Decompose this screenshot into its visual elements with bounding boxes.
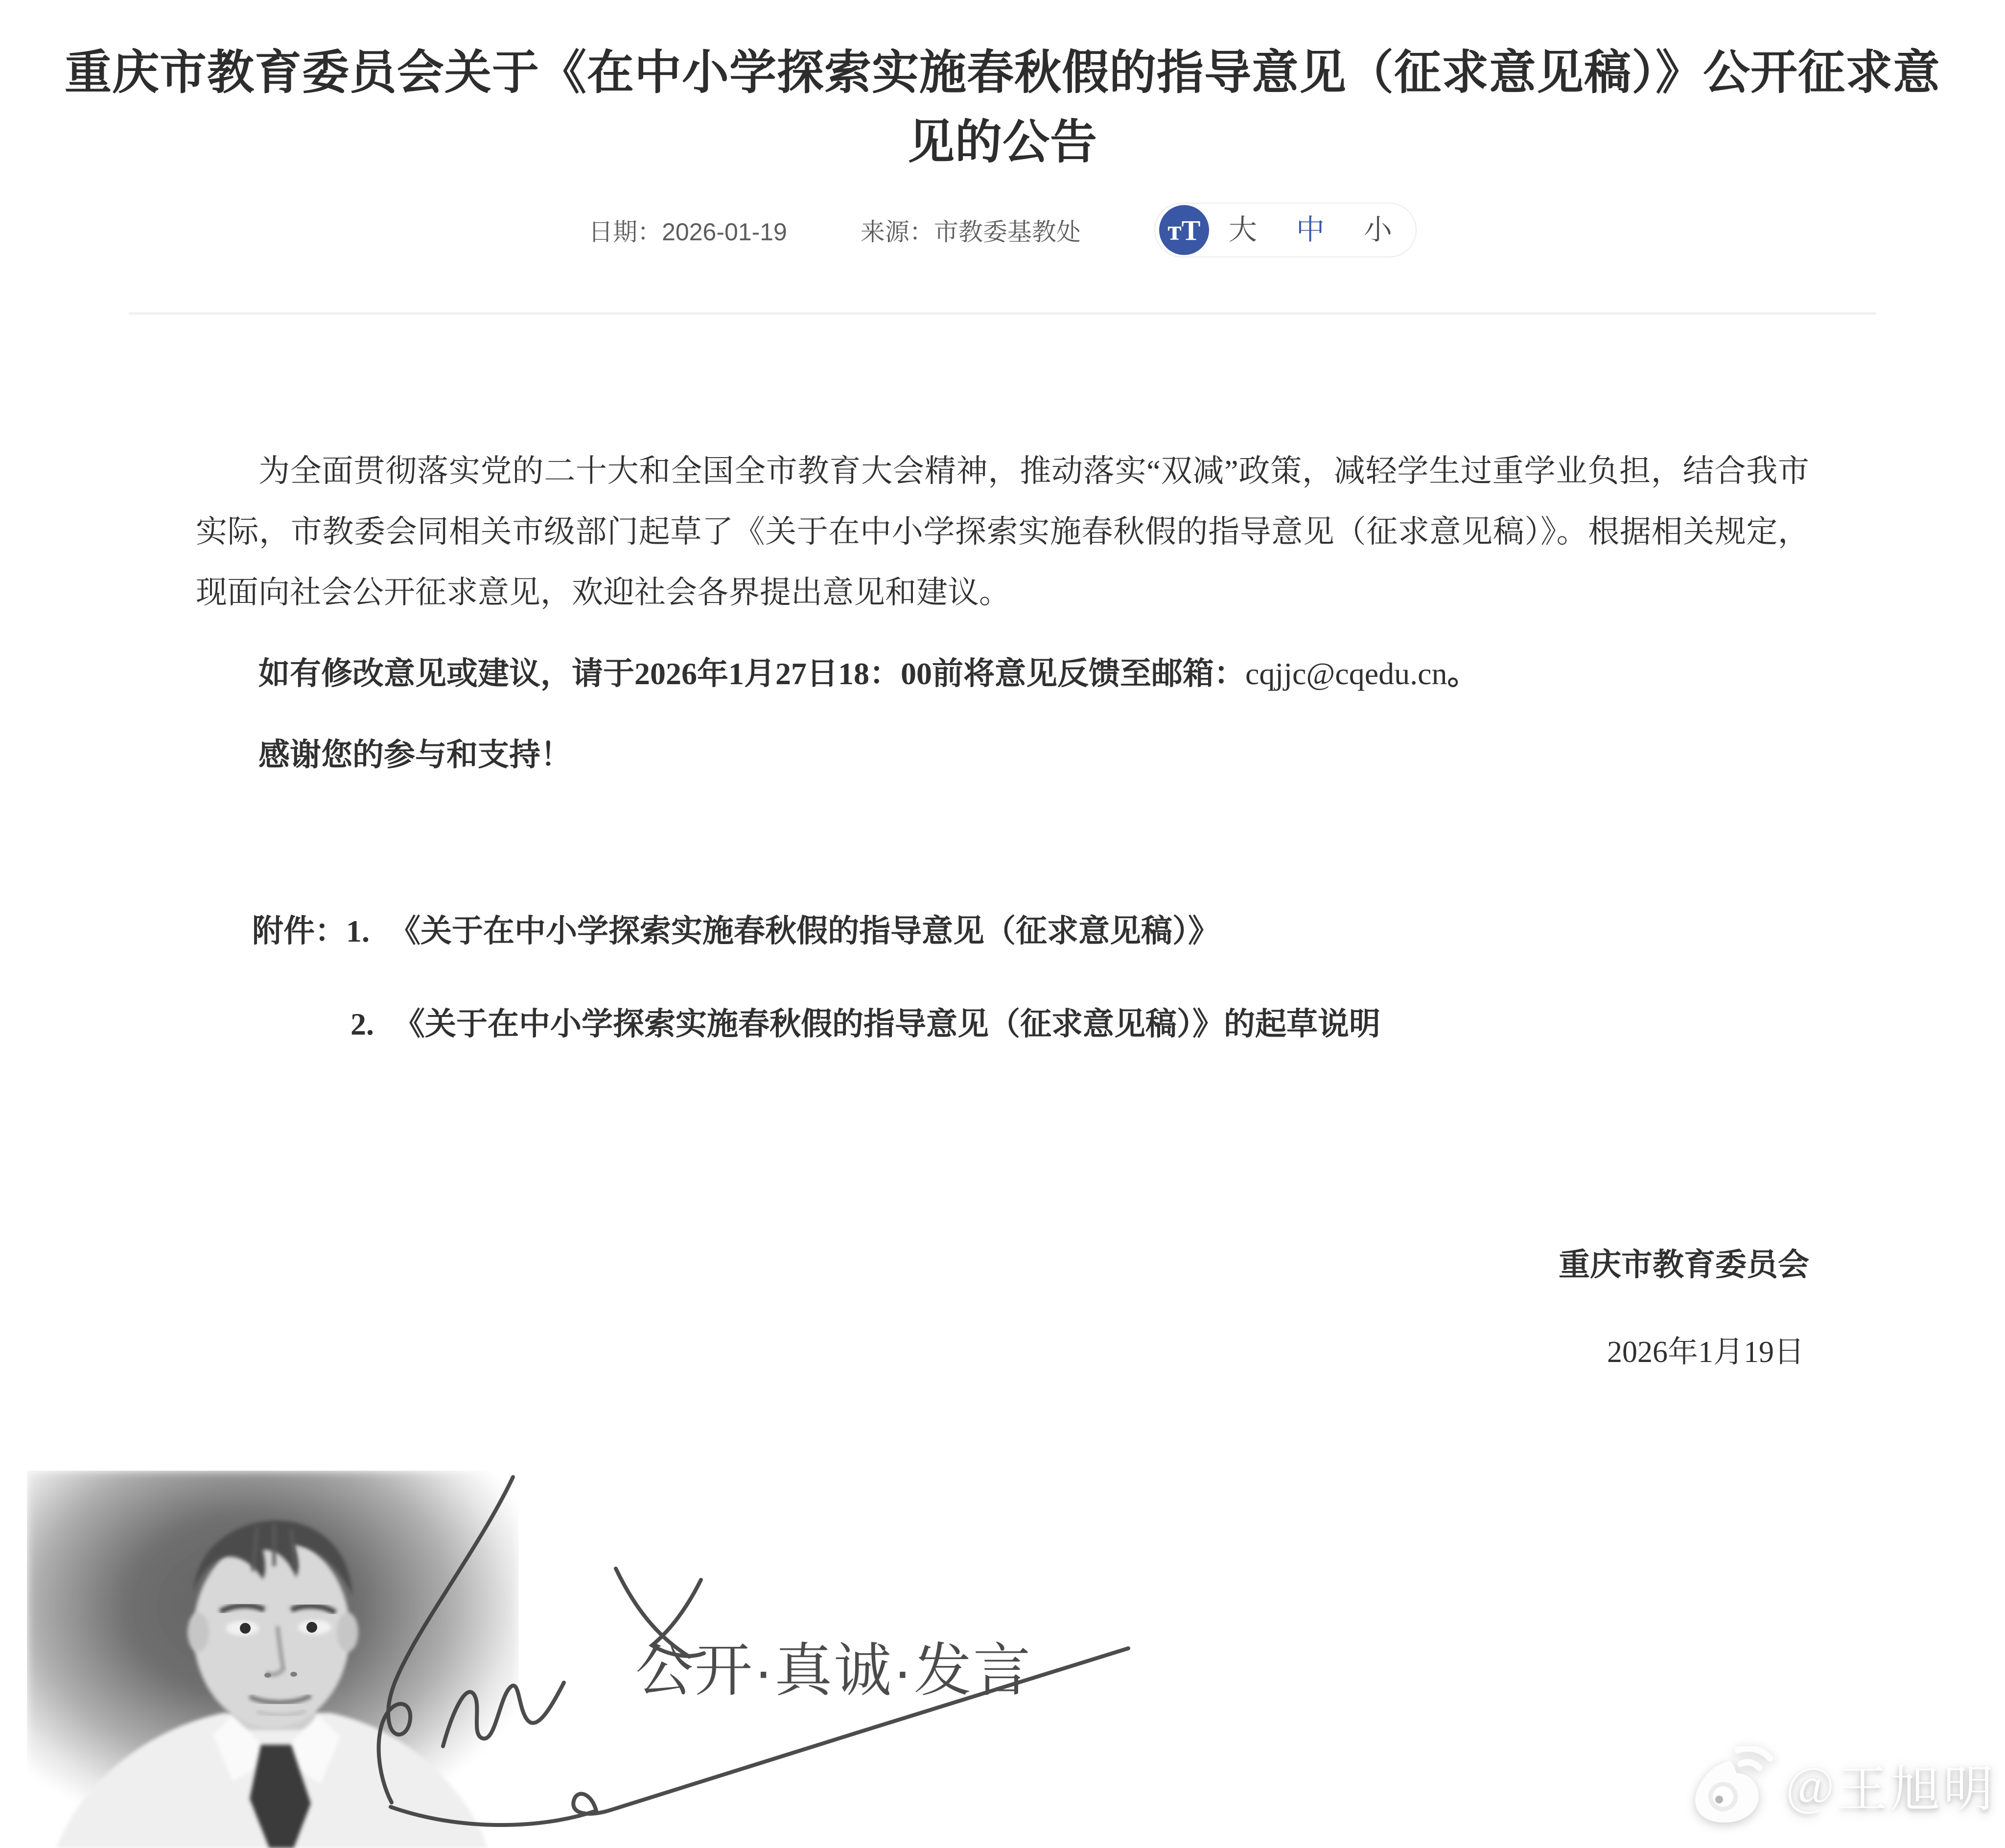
signature-block [196, 1235, 1809, 1383]
font-size-large-button[interactable]: 大 [1228, 214, 1257, 246]
meta-row [0, 203, 2005, 257]
portrait-photo [27, 1471, 519, 1848]
attachment-item-1 [196, 901, 1809, 962]
article-body [196, 315, 1809, 1383]
weibo-handle: ＠王旭明 [1785, 1761, 1996, 1817]
feedback-period: 。 [1447, 656, 1479, 691]
weibo-watermark [1683, 1746, 1996, 1825]
attachments-list [196, 901, 1809, 1055]
signature-org: 重庆市教育委员会 [1559, 1247, 1809, 1282]
paragraph-feedback [196, 644, 1809, 704]
feedback-email: cqjjc@cqedu.cn [1245, 656, 1447, 691]
attachment-2-number: 2. [350, 1007, 374, 1041]
feedback-text: 如有修改意见或建议，请于2026年1月27日18：00前将意见反馈至邮箱： [258, 656, 1245, 691]
font-size-medium-button[interactable]: 中 [1296, 214, 1325, 246]
slogan-text: 公开·真诚·发言 [635, 1639, 1032, 1703]
attachment-2-link[interactable]: 《关于在中小学探索实施春秋假的指导意见（征求意见稿）》的起草说明 [394, 1007, 1380, 1041]
paragraph-intro: 为全面贯彻落实党的二十大和全国全市教育大会精神，推动落实“双减”政策，减轻学生过重学业负担，结合我市实际，市教委会同相关市级部门起草了《关于在中小学探索实施春秋假的指导意见（征求意见稿）》。根据相关规定，现面向社会公开征求意见，欢迎社会各界提出意见和建议。 [196, 454, 1809, 610]
font-size-widget [1154, 203, 1417, 257]
attachments-label: 附件： [252, 914, 346, 948]
page-title [26, 38, 1979, 177]
source-label: 来源：市教委基教处 [860, 218, 1081, 246]
weibo-icon [1683, 1746, 1776, 1825]
portrait-photo-image [27, 1471, 519, 1848]
signature-date: 2026年1月19日 [1607, 1336, 1804, 1369]
attachment-1-number: 1. [346, 914, 370, 948]
attachment-item-2 [196, 994, 1809, 1055]
publish-date: 日期：2026-01-19 [588, 218, 787, 246]
page-title-line1: 重庆市教育委员会关于《在中小学探索实施春秋假的指导意见（征求意见稿）》公开征求意 [65, 46, 1940, 99]
font-size-icon[interactable]: тT [1159, 205, 1209, 255]
page-title-line2: 见的公告 [908, 116, 1097, 168]
attachment-1-link[interactable]: 《关于在中小学探索实施春秋假的指导意见（征求意见稿）》 [389, 914, 1219, 948]
font-size-small-button[interactable]: 小 [1363, 214, 1392, 246]
paragraph-thanks: 感谢您的参与和支持！ [258, 738, 572, 772]
